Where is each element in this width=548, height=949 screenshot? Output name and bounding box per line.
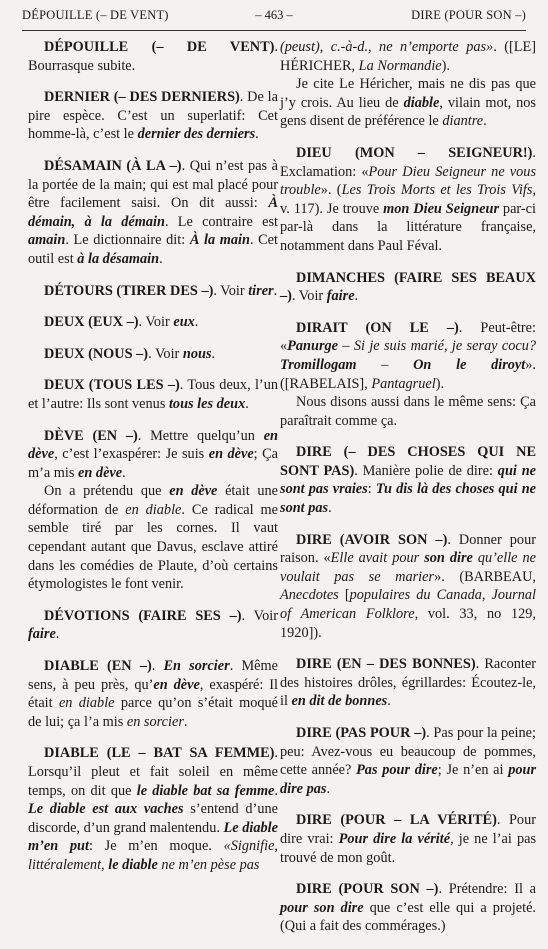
entry-text: . Même sens, à peu près, qu’ (28, 658, 278, 693)
entry-text: était une déformation de (28, 483, 279, 518)
entry-text: Pour dire la vérité (338, 830, 451, 847)
right-column (280, 38, 536, 949)
entry-text: . Tous deux, l’un et l’autre: Ils sont venus (28, 377, 278, 412)
entry-paragraph (280, 319, 536, 393)
entry-text: «Signifie, littéralement, (28, 838, 278, 873)
entry-text: Anecdotes (280, 587, 339, 604)
entry-headword: DÉPOUILLE (– DE VENT) (44, 39, 275, 55)
entry-dire-son (280, 880, 536, 936)
entry-text: qui ne sont pas vraies (280, 462, 536, 498)
entry-text: ; Ça m’a mis (28, 446, 278, 481)
entry-text: en dève (169, 483, 218, 500)
entry-dire-bonnes (280, 655, 536, 711)
entry-headword: DIEU (MON – SEIGNEUR!) (296, 144, 533, 161)
entry-text: Nous disons aussi dans le même sens: Ça paraîtrait comme ça. (280, 394, 536, 429)
entry-text: : (367, 481, 376, 498)
entry-text: en dève (78, 464, 123, 481)
entry-text: ». ( (320, 182, 342, 199)
entry-text: pour son dire (280, 899, 364, 916)
entry-text: Pas pour dire (356, 762, 438, 779)
entry-text: Pantagruel (371, 375, 436, 392)
entry-headword: DIABLE (LE – BAT SA FEMME) (44, 745, 275, 762)
running-head-left: DÉPOUILLE (– DE VENT) (22, 8, 169, 22)
entry-text: ne m’en pèse pas (157, 856, 260, 873)
entry-text: . (273, 282, 278, 299)
entry-text: nous (182, 345, 212, 362)
entry-text: ; Je n’en ai (437, 762, 509, 779)
entry-text: , c’est l’exaspérer: Je suis (54, 446, 209, 463)
entry-text: s’entend d’une discorde, d’un grand malentendu. (28, 801, 278, 836)
entry-text: parce qu’on s’était moqué de lui; ça l’a mis (28, 695, 278, 730)
left-column (28, 38, 278, 888)
entry-text: . (122, 464, 126, 481)
entry-paragraph (28, 657, 278, 731)
entry-dire-verite (280, 811, 536, 867)
entry-text: (peust), c.-à-d., ne n’emporte pas» (280, 39, 494, 55)
entry-text: – (356, 356, 414, 373)
entry-text: . (354, 288, 359, 305)
entry-dire-avoir (280, 531, 536, 643)
entry-text: . (274, 782, 278, 799)
entry-headword: DEUX (NOUS –) (44, 345, 149, 362)
entry-paragraph (280, 443, 536, 517)
entry-paragraph (28, 88, 278, 144)
entry-text: En sorcier (163, 658, 230, 675)
entry-paragraph (28, 313, 278, 332)
entry-dirait (280, 319, 536, 431)
entry-text: le diable (108, 856, 158, 873)
entry-text: en sorcier (126, 713, 184, 730)
header-rule (22, 30, 526, 31)
entry-deux-nous (28, 345, 278, 364)
entry-text: . (387, 693, 391, 710)
entry-text: en dève (28, 427, 278, 463)
entry-text: . (328, 500, 332, 517)
entry-paragraph (28, 607, 278, 644)
entry-text: dernier des derniers (137, 126, 256, 143)
entry-devotions (28, 607, 278, 644)
entry-headword: DIRE (AVOIR SON –) (296, 531, 448, 548)
entry-headword: DIMANCHES (FAIRE SES BEAUX –) (280, 269, 536, 305)
entry-headword: DIRAIT (ON LE –) (296, 319, 459, 336)
entry-text: . Prétendre: Il a (438, 881, 536, 898)
entry-text: [ (338, 587, 350, 604)
entry-text: . (211, 345, 216, 362)
entry-text: en dève (208, 446, 254, 463)
entry-text: : Je m’en moque. (88, 838, 224, 855)
entry-headword: DIRE (POUR – LA VÉRITÉ) (296, 812, 497, 829)
entry-text: . (183, 713, 188, 730)
entry-diable-bat (28, 744, 278, 874)
entry-text: . Cet outil est (28, 232, 279, 267)
entry-text: Les Trois Morts et les Trois Vifs (341, 182, 533, 199)
entry-text: , je ne l’ai pas trouvé de mon goût. (280, 830, 537, 866)
entry-text: . Voir (291, 288, 327, 305)
entry-paragraph (28, 427, 278, 483)
entry-text: qu’elle ne voulait pas se marier (280, 550, 536, 585)
entry-paragraph (28, 38, 278, 75)
entry-headword: DERNIER (– DES DERNIERS) (44, 89, 240, 106)
entry-dire-choses (280, 443, 536, 517)
entry-desamain (28, 157, 278, 269)
entry-text: . De la pire espèce. C’est un superlatif: Cet homme-là, c’est le (28, 89, 278, 143)
entry-text: pour dire pas (280, 762, 537, 797)
entry-text: Tromillogam (280, 356, 357, 373)
entry-text: . Voir (138, 314, 174, 331)
entry-deux-eux (28, 313, 278, 332)
entry-headword: DÉSAMAIN (À LA –) (44, 157, 182, 174)
entry-paragraph (280, 144, 536, 256)
entry-text: tous les deux (168, 395, 246, 412)
entry-paragraph (280, 75, 536, 131)
entry-text: Le diable est aux vaches (28, 801, 184, 818)
entry-deve (28, 427, 278, 594)
entry-paragraph (280, 393, 536, 430)
entry-paragraph (280, 811, 536, 867)
entry-text: . Manière polie de dire: (354, 462, 498, 479)
entry-text: ). (441, 57, 450, 74)
entry-text: en diable (125, 501, 182, 518)
entry-text: faire (28, 626, 56, 643)
entry-text: . (55, 626, 60, 643)
entry-text: ». ([RABELAIS], (280, 356, 536, 392)
entry-text: . Qui n’est pas à la portée de la main; qui est mal placé pour être facilement saisi. On dit aussi: (28, 157, 278, 212)
entry-text: . Raconter des histoires drôles, égrillardes: Écoutez-le, il (280, 656, 536, 710)
entry-text: , v. 117). Je trouve (280, 182, 537, 217)
entry-text: diable (403, 94, 440, 111)
entry-paragraph (28, 345, 278, 364)
entry-text: . Pour dire vrai: (280, 812, 536, 847)
entry-text: , vol. 33, no 129, 1920]). (280, 606, 536, 641)
entry-dimanches (280, 269, 536, 306)
running-head (22, 8, 526, 26)
entry-text: – Si je suis marié, je seray cocu? (338, 338, 536, 355)
entry-headword: DIRE (PAS POUR –) (296, 725, 427, 741)
entry-text: La Normandie (358, 57, 442, 74)
entry-text: diantre (442, 113, 484, 130)
entry-dire-pas-pour (280, 724, 536, 798)
entry-text: le diable bat sa femme (136, 782, 275, 799)
entry-depouille (28, 38, 278, 75)
entry-text: que c’est elle qui a projeté. (Qui a fait des commérages.) (280, 899, 536, 935)
entry-diable-en (28, 657, 278, 731)
entry-dernier (28, 88, 278, 144)
entry-headword: DIRE (EN – DES BONNES) (296, 656, 476, 673)
entry-text: par-ci par-là dans la littérature française, notamment dans Paul Féval. (280, 200, 536, 254)
entry-text: . Bourrasque subite. (28, 39, 278, 74)
entry-paragraph (28, 157, 278, 269)
entry-headword: DÈVE (EN –) (44, 427, 138, 444)
entry-text: en diable (58, 695, 115, 712)
running-head-right: DIRE (POUR SON –) (411, 8, 526, 22)
entry-text: amain (28, 232, 66, 249)
entry-headword: DEUX (EUX –) (44, 314, 139, 331)
entry-text: Je cite Le Héricher, mais ne dis pas que j’y crois. Au lieu de (280, 76, 536, 111)
entry-text: À démain, à la démain (28, 195, 278, 230)
entry-paragraph (280, 269, 536, 306)
entry-text: . ([LE] HÉRICHER, (280, 39, 536, 74)
entry-text: . Lorsqu’il pleut et fait soleil en même temps, on dit que (28, 745, 278, 799)
entry-text: . Peut-être: « (280, 319, 536, 355)
entry-text: eux (173, 314, 195, 331)
entry-text: Le diable m’en put (28, 819, 278, 855)
page-number: – 463 – (255, 8, 293, 22)
entry-paragraph (28, 482, 278, 594)
entry-text: . (151, 658, 164, 675)
entry-text: populaires du Canada, Journal of American Folklore (280, 587, 536, 623)
entry-text: Elle avait pour (330, 550, 425, 567)
entry-paragraph (280, 38, 536, 75)
entry-headword: DIABLE (EN –) (44, 658, 152, 675)
entry-headword: DIRE (POUR SON –) (296, 881, 439, 898)
entry-text: . (483, 113, 487, 130)
entry-text: On a prétendu que (44, 483, 170, 500)
entry-cont (280, 38, 536, 131)
entry-text: Tu dis là des choses qui ne sont pas (280, 481, 537, 517)
entry-text: Pour Dieu Seigneur ne vous trouble (280, 163, 537, 199)
entry-text: . (326, 780, 331, 797)
entry-text: , exaspéré: Il était (28, 676, 279, 712)
entry-text: faire (326, 288, 355, 305)
entry-text: . (159, 250, 163, 267)
entry-headword: DEUX (TOUS LES –) (44, 377, 180, 394)
entry-dieu (280, 144, 536, 256)
entry-text: . (255, 126, 259, 143)
entry-paragraph (28, 744, 278, 874)
entry-text: . Voir (213, 282, 249, 299)
entry-text: tirer (248, 282, 274, 299)
entry-paragraph (28, 282, 278, 301)
entry-headword: DÉTOURS (TIRER DES –) (44, 282, 214, 299)
entry-text: . (245, 395, 249, 412)
entry-headword: DÉVOTIONS (FAIRE SES –) (44, 607, 242, 624)
entry-text: . Voir (148, 345, 183, 362)
entry-paragraph (280, 655, 536, 711)
entry-text: , vilain mot, nos gens disent de préférence le (280, 94, 536, 130)
entry-text: mon Dieu Seigneur (383, 200, 500, 217)
entry-headword: DIRE (– DES CHOSES QUI NE SONT PAS) (280, 444, 536, 479)
entry-text: ». (BARBEAU, (434, 568, 536, 585)
entry-paragraph (280, 880, 536, 936)
entry-text: . Mettre quelqu’un (137, 427, 264, 444)
entry-paragraph (28, 376, 278, 413)
entry-text: à la désamain (77, 250, 160, 267)
entry-text: ). (435, 375, 445, 392)
entry-text: . Exclamation: « (280, 144, 536, 180)
entry-text: son dire (424, 550, 473, 567)
entry-text: . Le contraire est (164, 213, 278, 230)
entry-text: . Le dictionnaire dit: (65, 232, 190, 249)
entry-text: . Pas pour la peine; peu: Avez-vous eu beaucoup de pommes, cette année? (280, 725, 536, 779)
entry-text: en dève (153, 676, 200, 693)
entry-text: On le diroyt (413, 356, 526, 373)
entry-text: . (194, 314, 199, 331)
entry-deux-tous (28, 376, 278, 413)
entry-text: À la main (189, 232, 250, 249)
entry-text: . Ce radical me semble tiré par les cornes. Il vaut cependant autant que Davus, esclave attiré dans les comédies de Plaute, d’où certains étymologistes le font venir. (28, 501, 279, 593)
entry-detours (28, 282, 278, 301)
entry-text: Panurge (287, 338, 338, 355)
entry-paragraph (280, 724, 536, 798)
entry-paragraph (280, 531, 536, 643)
entry-text: . Donner pour raison. « (280, 531, 536, 567)
entry-text: en dit de bonnes (291, 693, 388, 710)
entry-text: . Voir (241, 607, 278, 624)
